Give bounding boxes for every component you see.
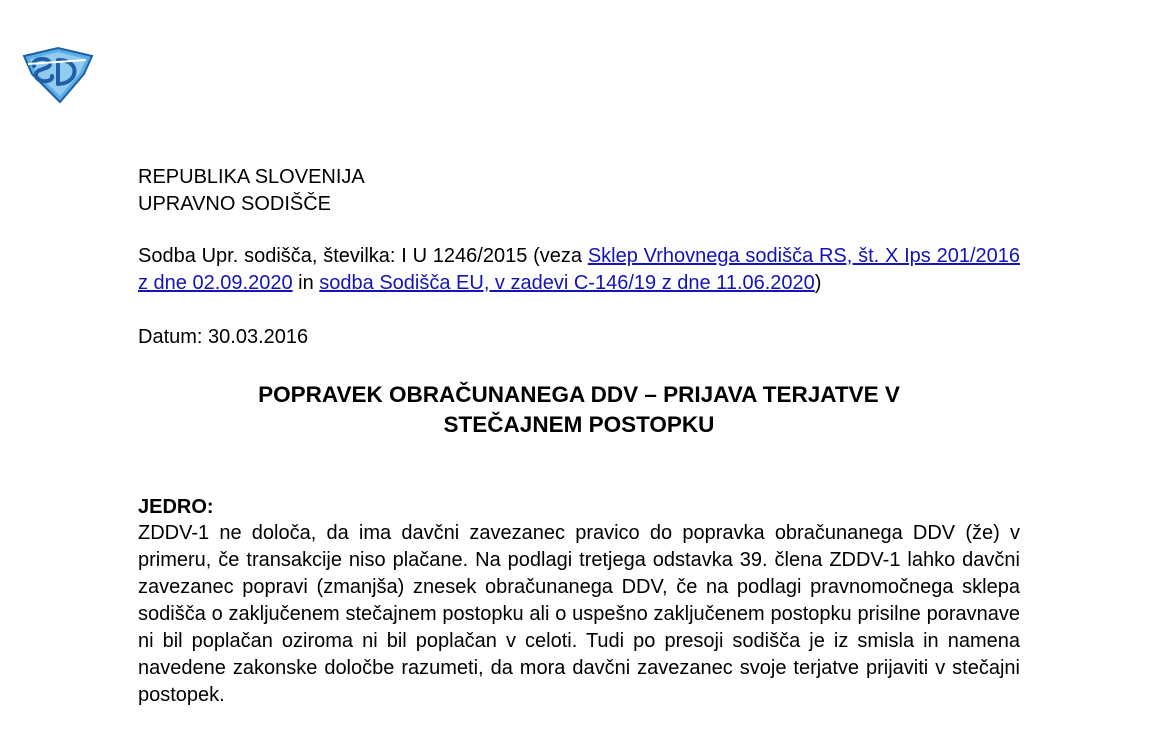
title-line-1: POPRAVEK OBRAČUNANEGA DDV – PRIJAVA TERJATVE V (258, 382, 900, 407)
reference-middle: in (292, 272, 320, 294)
supreme-court-decision-link[interactable]: Sklep Vrhovnega sodišča RS, št. X Ips 201/2016 z dne 02.09.2020 (138, 245, 1020, 294)
court-name: UPRAVNO SODIŠČE (138, 193, 331, 215)
eu-court-judgment-link[interactable]: sodba Sodišča EU, v zadevi C-146/19 z dne 11.06.2020 (319, 272, 815, 294)
jedro-heading: JEDRO: (138, 496, 214, 518)
reference-suffix: ) (814, 272, 822, 294)
sd-logo-icon (20, 46, 96, 104)
jedro-text: ZDDV-1 ne določa, da ima davčni zavezanec pravico do popravka obračunanega DDV (že) v primeru, če transakcije niso plačane. Na podlagi tretjega odstavka 39. člena ZDDV-1 lahko davčni zavezanec popravi (zmanjša) znesek obračunanega DDV, če na podlagi pravnomočnega sklepa sodišča o zaključenem stečajnem postopku ali o uspešno zaključenem postopku prisilne poravnave ni bil poplačan oziroma ni bil poplačan v celoti. Tudi po presoji sodišča je iz smisla in namena navedene zakonske določbe razumeti, da mora davčni zavezanec svoje terjatve prijaviti v stečajni postopek. (138, 522, 1020, 706)
republic-name: REPUBLIKA SLOVENIJA (138, 166, 365, 188)
title-line-2: STEČAJNEM POSTOPKU (443, 412, 715, 437)
judgment-date: Datum: 30.03.2016 (138, 326, 309, 348)
court-header (138, 164, 1020, 218)
reference-prefix: Sodba Upr. sodišča, številka: I U 1246/2015 (veza (138, 245, 588, 267)
case-reference (138, 243, 1020, 297)
document-title (138, 380, 1020, 440)
